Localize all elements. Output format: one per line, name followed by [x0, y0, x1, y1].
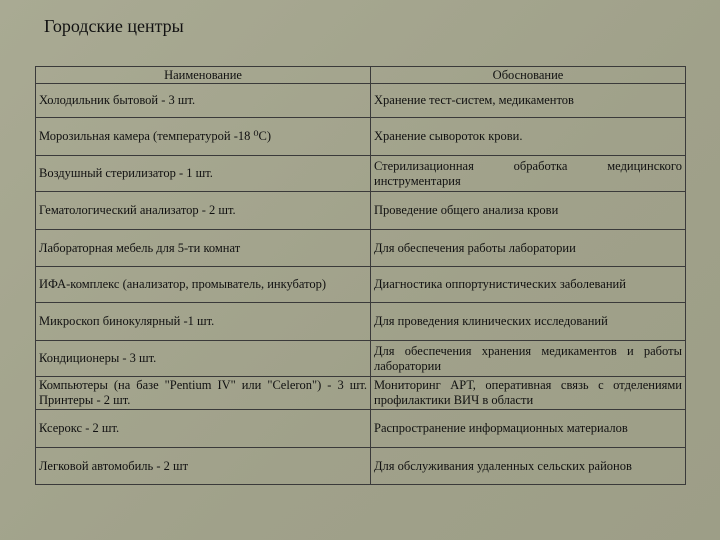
table-row — [36, 230, 686, 267]
cell-name: Воздушный стерилизатор - 1 шт. — [36, 156, 371, 192]
cell-name: Холодильник бытовой - 3 шт. — [36, 84, 371, 118]
cell-name: Гематологический анализатор - 2 шт. — [36, 192, 371, 230]
cell-reason: Хранение сывороток крови. — [371, 118, 686, 156]
table-row — [36, 377, 686, 410]
column-header-reason: Обоснование — [371, 67, 686, 84]
table-row — [36, 303, 686, 341]
table-row — [36, 448, 686, 485]
table-header-row — [36, 67, 686, 84]
table-row — [36, 192, 686, 230]
column-header-name: Наименование — [36, 67, 371, 84]
cell-reason: Для проведения клинических исследований — [371, 303, 686, 341]
page-title: Городские центры — [44, 16, 184, 36]
cell-reason: Хранение тест-систем, медикаментов — [371, 84, 686, 118]
cell-name: Лабораторная мебель для 5-ти комнат — [36, 230, 371, 267]
table-row — [36, 267, 686, 303]
cell-name: Микроскоп бинокулярный -1 шт. — [36, 303, 371, 341]
cell-reason: Диагностика оппортунистических заболеваний — [371, 267, 686, 303]
table-row — [36, 156, 686, 192]
cell-reason: Для обеспечения хранения медикаментов и работы лаборатории — [371, 341, 686, 377]
cell-name: Морозильная камера (температурой -18 ⁰С) — [36, 118, 371, 156]
cell-reason: Проведение общего анализа крови — [371, 192, 686, 230]
equipment-table — [35, 66, 686, 485]
cell-name: Легковой автомобиль - 2 шт — [36, 448, 371, 485]
cell-name: ИФА-комплекс (анализатор, промыватель, инкубатор) — [36, 267, 371, 303]
table-row — [36, 341, 686, 377]
table-row — [36, 410, 686, 448]
cell-name: Ксерокс - 2 шт. — [36, 410, 371, 448]
cell-name: Кондиционеры - 3 шт. — [36, 341, 371, 377]
cell-reason: Для обслуживания удаленных сельских районов — [371, 448, 686, 485]
cell-reason: Стерилизационная обработка медицинского инструментария — [371, 156, 686, 192]
cell-reason: Для обеспечения работы лаборатории — [371, 230, 686, 267]
cell-reason: Распространение информационных материалов — [371, 410, 686, 448]
cell-name: Компьютеры (на базе "Pentium IV" или "Celeron") - 3 шт. Принтеры - 2 шт. — [36, 377, 371, 410]
table-row — [36, 84, 686, 118]
table-row — [36, 118, 686, 156]
cell-reason: Мониторинг АРТ, оперативная связь с отделениями профилактики ВИЧ в области — [371, 377, 686, 410]
